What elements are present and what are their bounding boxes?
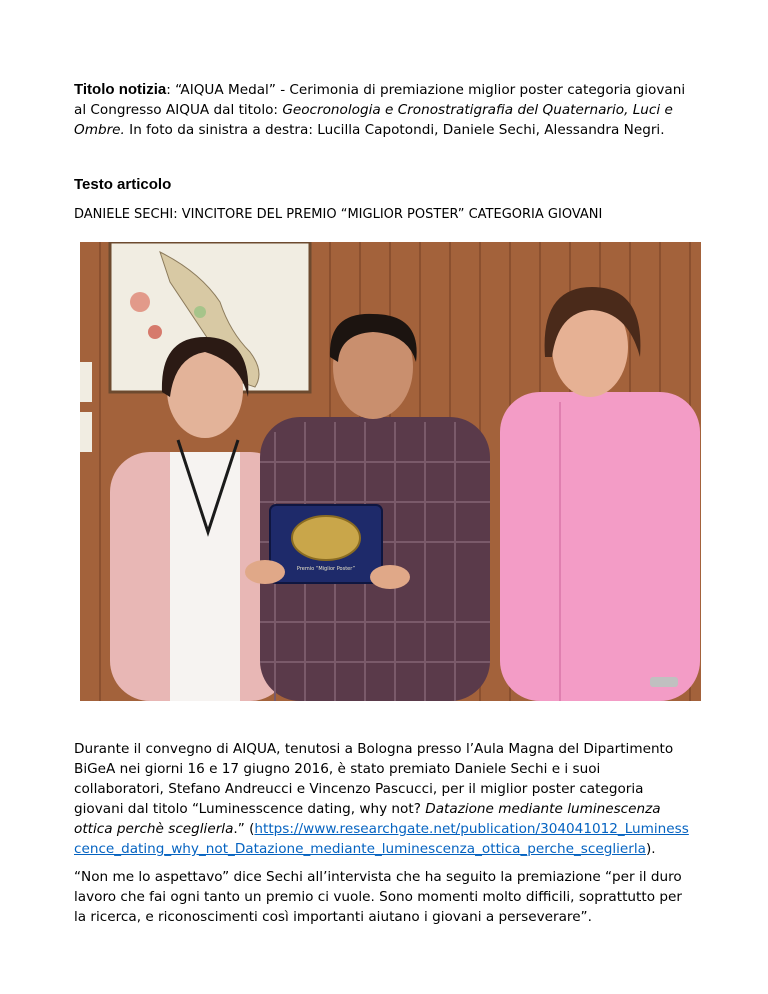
award-plaque — [270, 505, 382, 583]
article-subheading: DANIELE SECHI: VINCITORE DEL PREMIO “MIGLIOR POSTER” CATEGORIA GIOVANI — [74, 207, 603, 222]
article-text-b: .” ( — [233, 821, 255, 837]
news-title-text-b: In foto da sinistra a destra: Lucilla Capotondi, Daniele Sechi, Alessandra Negri. — [124, 122, 665, 138]
article-poster-title: Datazione mediante luminescenza ottica perchè sceglierla — [74, 801, 661, 837]
researchgate-link[interactable]: https://www.researchgate.net/publication/304041012_Luminesscence_dating_why_not_Datazione_mediante_luminescenza_ottica_perche_sceglierla — [74, 821, 689, 857]
news-title-text-a: “AIQUA Medal” - Cerimonia di premiazione miglior poster categoria giovani al Congresso AIQUA dal titolo: — [74, 82, 686, 118]
news-title-paragraph — [74, 80, 694, 140]
news-title-colon: : — [166, 82, 171, 98]
plaque-text: Premio “Miglior Poster” — [296, 566, 356, 572]
article-paragraph — [74, 739, 694, 859]
news-title-label: Titolo notizia — [74, 81, 167, 98]
article-text-a: Durante il convegno di AIQUA, tenutosi a Bologna presso l’Aula Magna del Dipartimento BiGeA nei giorni 16 e 17 giugno 2016, è stato premiato Daniele Sechi e i suoi collaboratori, Stefano Andreucci e Vincenzo Pascucci, per il miglior poster categoria giovani dal titolo “Luminesscence dating, why not? — [74, 741, 674, 817]
section-heading: Testo articolo — [74, 176, 172, 193]
article-text-c: ). — [645, 841, 656, 857]
award-ceremony-photo — [80, 242, 701, 701]
quote-paragraph: “Non me lo aspettavo” dice Sechi all’intervista che ha seguito la premiazione “per il duro lavoro che fai ogni tanto un premio ci vuole. Sono momenti molto difficili, soprattutto per la ricerca, e riconoscimenti così importanti aiutano i giovani a perseverare”. — [74, 869, 682, 925]
news-congress-title: Geocronologia e Cronostratigrafia del Quaternario, Luci e Ombre. — [74, 102, 673, 138]
